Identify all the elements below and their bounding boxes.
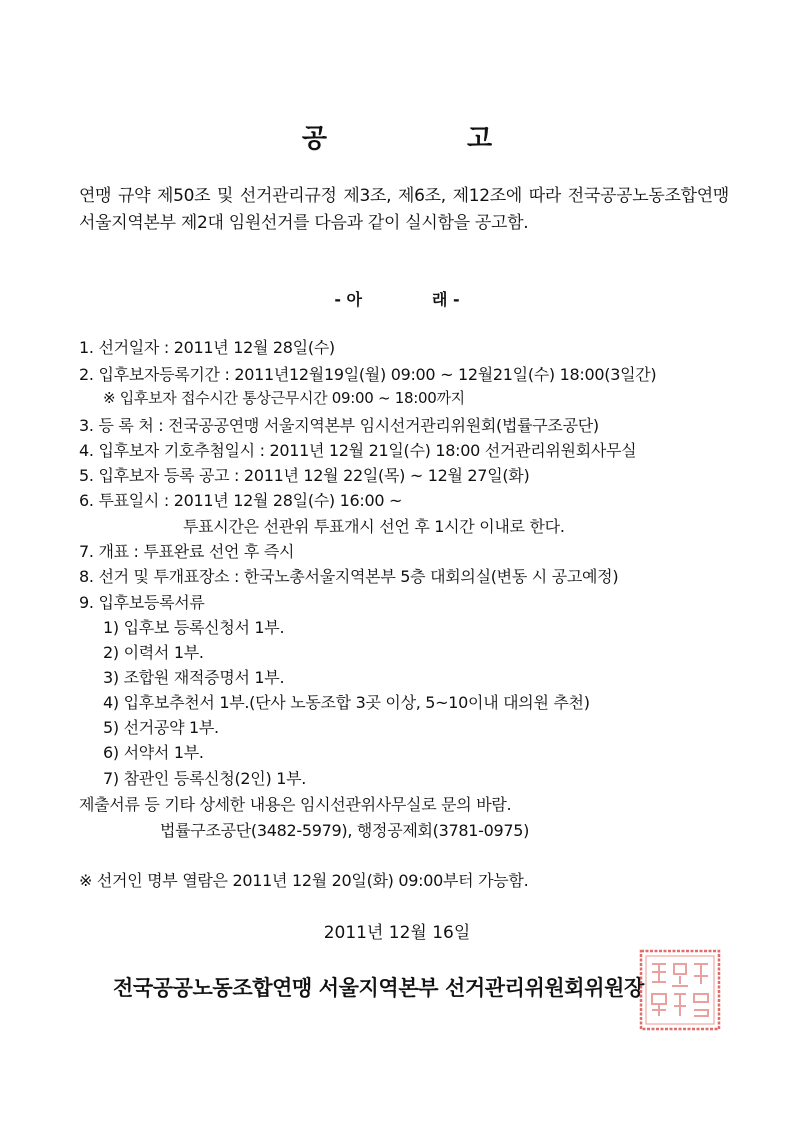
list-item: 2. 입후보자등록기간 : 2011년12월19일(월) 09:00 ~ 12월21일(수) 18:00(3일간): [79, 365, 657, 384]
official-seal-icon: [638, 948, 722, 1032]
list-item: 1. 선거일자 : 2011년 12월 28일(수): [79, 338, 335, 357]
subheading-left: - 아: [334, 290, 362, 309]
voter-list-note: ※ 선거인 명부 열람은 2011년 12월 20일(화) 09:00부터 가능함.: [79, 871, 529, 890]
list-item: 9. 입후보등록서류: [79, 593, 205, 612]
signature: 전국공공노동조합연맹 서울지역본부 선거관리위원회위원장: [113, 976, 644, 1000]
notice-date: 2011년 12월 16일: [323, 923, 471, 943]
subheading-right: 래 -: [432, 290, 460, 309]
notice-title: [0, 118, 794, 155]
list-item: 4. 입후보자 기호추첨일시 : 2011년 12월 21일(수) 18:00 선거관리위원회사무실: [79, 441, 637, 460]
list-item: 3) 조합원 재적증명서 1부.: [103, 668, 285, 687]
title-char-1: 공: [301, 124, 327, 154]
list-item: 2) 이력서 1부.: [103, 643, 204, 662]
list-item: ※ 입후보자 접수시간 통상근무시간 09:00 ~ 18:00까지: [103, 389, 465, 407]
list-item: 8. 선거 및 투개표장소 : 한국노총서울지역본부 5층 대회의실(변동 시 공고예정): [79, 567, 619, 586]
list-item: 제출서류 등 기타 상세한 내용은 임시선관위사무실로 문의 바람.: [79, 795, 512, 814]
list-item: 5) 선거공약 1부.: [103, 718, 219, 737]
subheading: [0, 287, 794, 310]
title-char-2: 고: [467, 124, 493, 154]
list-item: 7. 개표 : 투표완료 선언 후 즉시: [79, 542, 295, 561]
list-item: 6. 투표일시 : 2011년 12월 28일(수) 16:00 ~: [79, 491, 403, 510]
list-item: 5. 입후보자 등록 공고 : 2011년 12월 22일(목) ~ 12월 27일(화): [79, 466, 530, 485]
list-item: 투표시간은 선관위 투표개시 선언 후 1시간 이내로 한다.: [183, 517, 565, 536]
list-item: 3. 등 록 처 : 전국공공연맹 서울지역본부 임시선거관리위원회(법률구조공단): [79, 416, 599, 435]
list-item: 6) 서약서 1부.: [103, 743, 204, 762]
intro-paragraph: 연맹 규약 제50조 및 선거관리규정 제3조, 제6조, 제12조에 따라 전국공공노동조합연맹 서울지역본부 제2대 임원선거를 다음과 같이 실시함을 공고함.: [79, 186, 729, 233]
list-item: 1) 입후보 등록신청서 1부.: [103, 618, 285, 637]
list-item: 7) 참관인 등록신청(2인) 1부.: [103, 769, 307, 788]
list-item: 법률구조공단(3482-5979), 행정공제회(3781-0975): [160, 821, 530, 840]
list-item: 4) 입후보추천서 1부.(단사 노동조합 3곳 이상, 5~10이내 대의원 추천): [103, 693, 590, 712]
